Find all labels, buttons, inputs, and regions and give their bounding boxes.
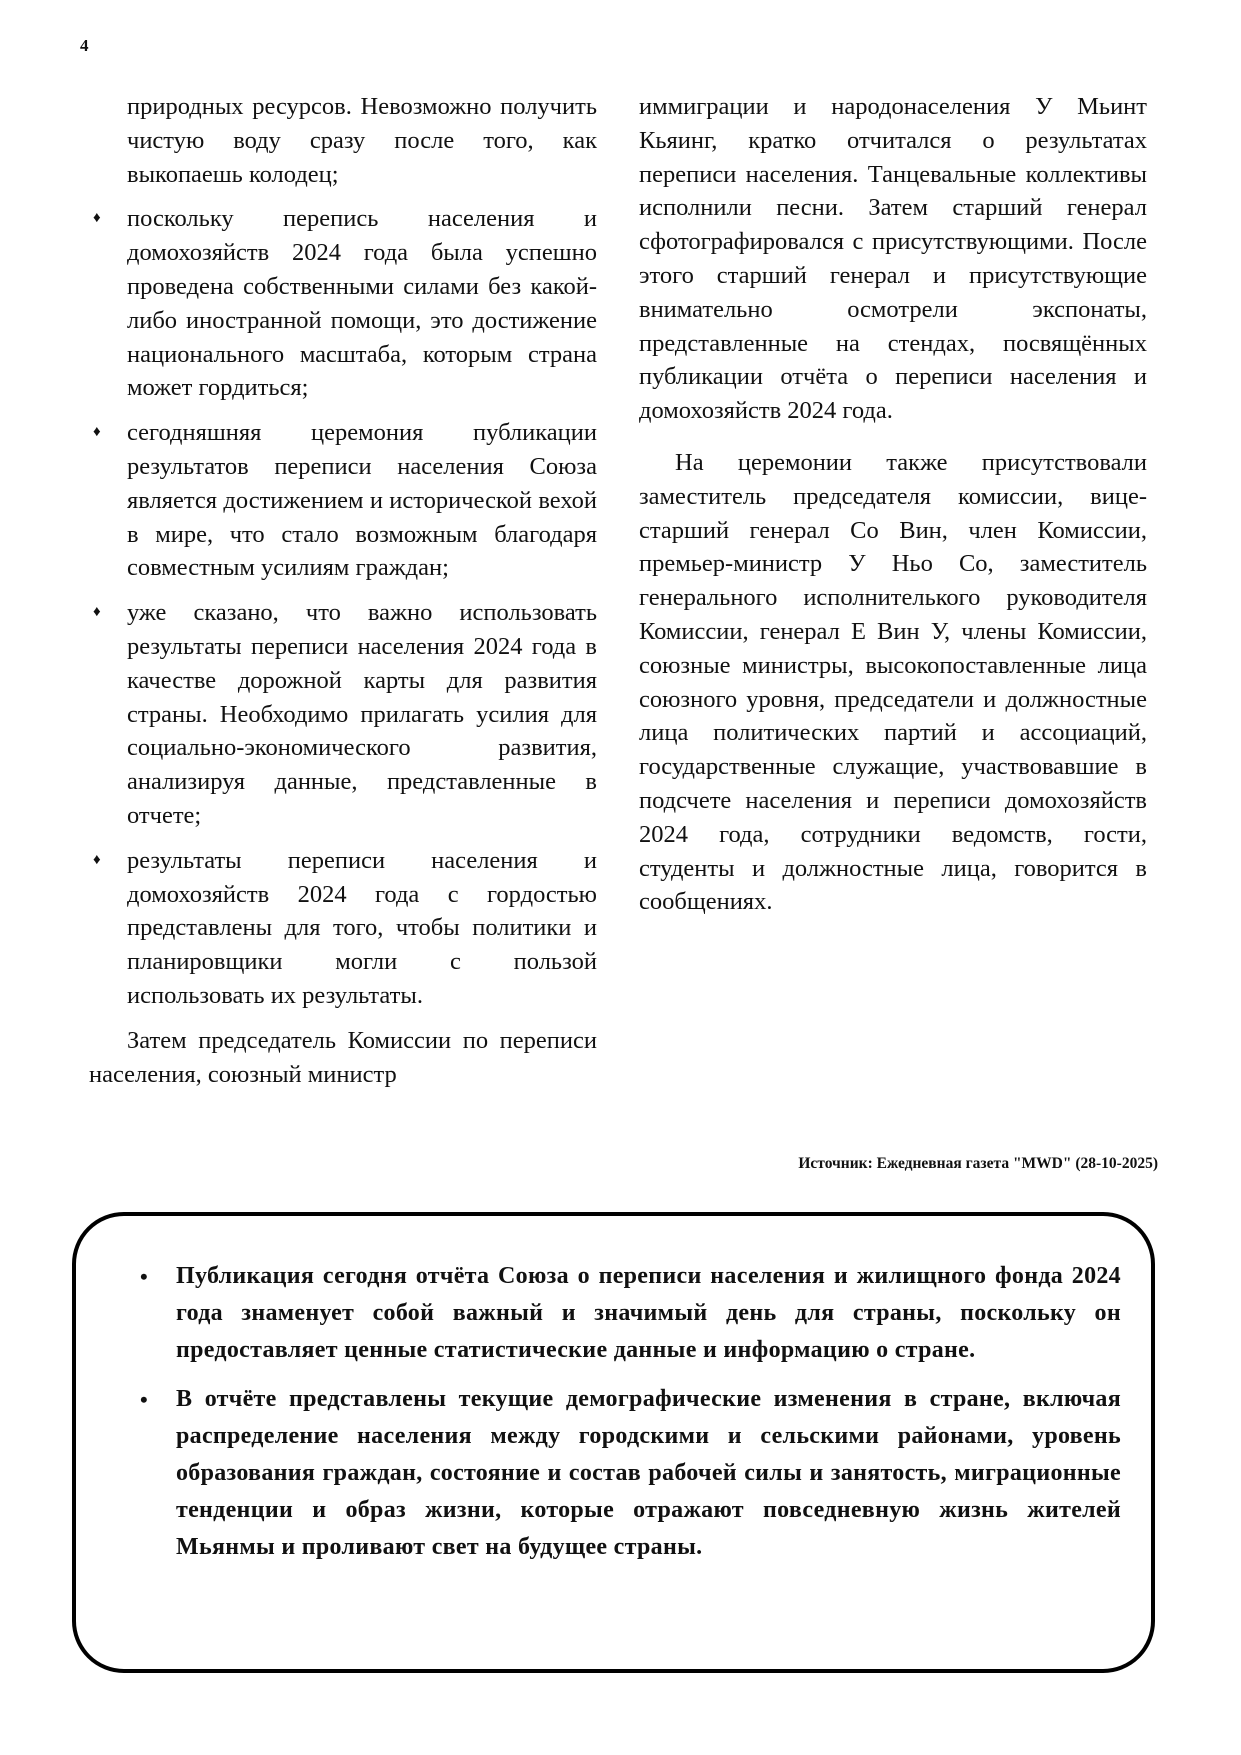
bullet-text: результаты переписи населения и домохозяйств 2024 года с гордостью представлены для того, чтобы политики и планировщики могли с пользой использовать их результаты.	[127, 846, 597, 1009]
bullet-text: поскольку перепись населения и домохозяйств 2024 года была успешно проведена собственными силами без какой-либо иностранной помощи, это достижение национального масштаба, которым страна может гордиться;	[127, 205, 597, 402]
summary-text: Публикация сегодня отчёта Союза о переписи населения и жилищного фонда 2024 года знаменует собой важный и значимый день для страны, поскольку он предоставляет ценные статистические данные и информацию о стране.	[176, 1263, 1121, 1363]
summary-box	[72, 1212, 1155, 1673]
right-column	[639, 90, 1147, 937]
page-number: 4	[80, 36, 89, 55]
diamond-bullet-icon: ♦	[93, 424, 101, 441]
bullet-text: уже сказано, что важно использовать результаты переписи населения 2024 года в качестве дорожной карты для развития страны. Необходимо прилагать усилия для социально-экономического развития, анализируя данные, представленные в отчете;	[127, 599, 597, 829]
bullet-icon: •	[140, 1387, 149, 1412]
list-item	[89, 844, 597, 1013]
source-citation: Источник: Ежедневная газета "MWD" (28-10-2025)	[798, 1155, 1158, 1172]
diamond-bullet-icon: ♦	[93, 604, 101, 621]
closing-paragraph: Затем председатель Комиссии по переписи населения, союзный министр	[89, 1026, 597, 1088]
list-item	[89, 202, 597, 405]
summary-item	[136, 1381, 1121, 1566]
paragraph: иммиграции и народонаселения У Мьинт Кьяинг, кратко отчитался о результатах переписи населения. Танцевальные коллективы исполнили песни. Затем старший генерал сфотографировался с присутствующими. После этого старший генерал и присутствующие внимательно осмотрели экспонаты, представленные на стендах, посвящённых публикации отчёта о переписи населения и домохозяйств 2024 года.	[639, 93, 1147, 425]
summary-text: В отчёте представлены текущие демографические изменения в стране, включая распределение населения между городскими и сельскими районами, уровень образования граждан, состояние и состав рабочей силы и занятость, миграционные тенденции и образ жизни, которые отражают повседневную жизнь жителей Мьянмы и проливают свет на будущее страны.	[176, 1386, 1121, 1560]
paragraph: На церемонии также присутствовали заместитель председателя комиссии, вице-старший генерал Со Вин, член Комиссии, премьер-министр У Ньо Со, заместитель генерального исполнителького руководителя Комиссии, генерал Е Вин У, члены Комиссии, союзные министры, высокопоставленные лица союзного уровня, председатели и должностные лица политических партий и ассоциаций, государственные служащие, участвовавшие в подсчете населения и переписи домохозяйств 2024 года, сотрудники ведомств, гости, студенты и должностные лица, говорится в сообщениях.	[639, 448, 1147, 916]
left-column	[89, 90, 597, 1102]
summary-list	[136, 1258, 1121, 1578]
bullet-text: сегодняшняя церемония публикации результатов переписи населения Союза является достижением и исторической вехой в мире, что стало возможным благодаря совместным усилиям граждан;	[127, 419, 597, 582]
diamond-bullet-icon: ♦	[93, 210, 101, 227]
continuation-text: природных ресурсов. Невозможно получить чистую воду сразу после того, как выкопаешь колодец;	[127, 93, 597, 188]
summary-item	[136, 1258, 1121, 1369]
list-item	[89, 416, 597, 585]
list-item	[89, 596, 597, 833]
diamond-bullet-icon: ♦	[93, 851, 101, 868]
bullet-icon: •	[140, 1264, 149, 1289]
